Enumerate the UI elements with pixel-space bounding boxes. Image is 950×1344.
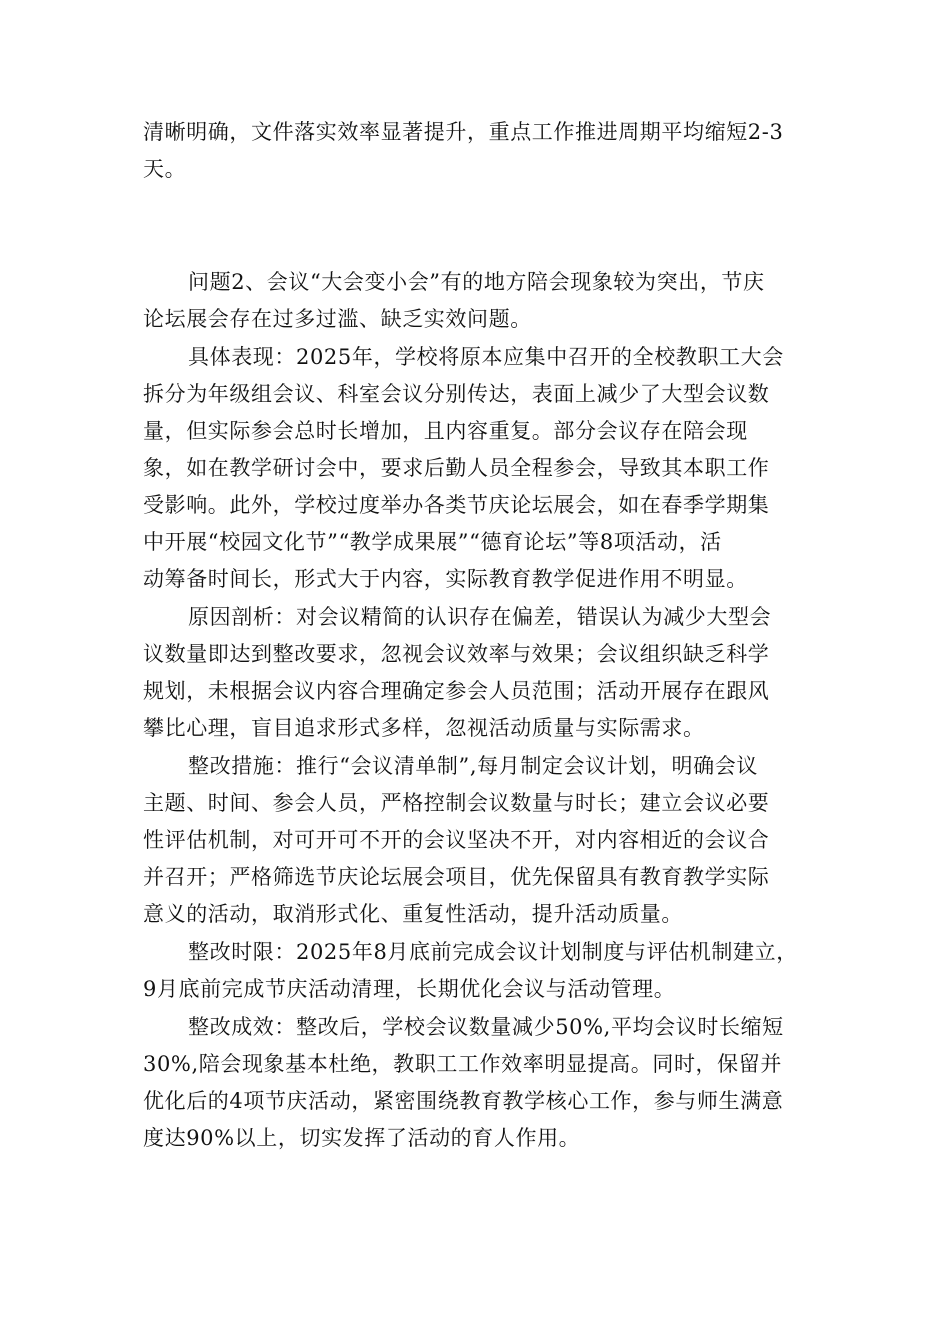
paragraph-line: 并召开；严格筛选节庆论坛展会项目，优先保留具有教育教学实际 xyxy=(143,865,770,889)
paragraph-line: 量，但实际参会总时长增加，且内容重复。部分会议存在陪会现 xyxy=(143,419,748,443)
paragraph-line: 具体表现：2025年，学校将原本应集中召开的全校教职工大会 xyxy=(188,345,784,369)
paragraph-line: 原因剖析：对会议精简的认识存在偏差，错误认为减少大型会 xyxy=(188,605,772,629)
paragraph-line: 中开展“校园文化节”“教学成果展”“德育论坛”等8项活动，活 xyxy=(143,530,722,554)
paragraph-line: 整改成效：整改后，学校会议数量减少50%,平均会议时长缩短 xyxy=(188,1015,784,1039)
paragraph-line: 受影响。此外，学校过度举办各类节庆论坛展会，如在春季学期集 xyxy=(143,493,770,517)
paragraph-line: 攀比心理，盲目追求形式多样，忽视活动质量与实际需求。 xyxy=(143,716,705,740)
paragraph-line: 规划，未根据会议内容合理确定参会人员范围；活动开展存在跟风 xyxy=(143,679,770,703)
paragraph-line: 清晰明确，文件落实效率显著提升，重点工作推进周期平均缩短2-3 xyxy=(143,120,784,144)
paragraph-line: 象，如在教学研讨会中，要求后勤人员全程参会，导致其本职工作 xyxy=(143,456,770,480)
paragraph-line: 度达90%以上，切实发挥了活动的育人作用。 xyxy=(143,1126,581,1150)
paragraph-line: 9月底前完成节庆活动清理，长期优化会议与活动管理。 xyxy=(143,977,676,1001)
paragraph-line: 议数量即达到整改要求，忽视会议效率与效果；会议组织缺乏科学 xyxy=(143,642,770,666)
paragraph-line: 意义的活动，取消形式化、重复性活动，提升活动质量。 xyxy=(143,902,683,926)
paragraph-line: 主题、时间、参会人员，严格控制会议数量与时长；建立会议必要 xyxy=(143,791,770,815)
issue-heading-line: 论坛展会存在过多过滥、缺乏实效问题。 xyxy=(143,307,532,331)
paragraph-line: 30%,陪会现象基本杜绝，教职工工作效率明显提高。同时，保留并 xyxy=(143,1052,782,1076)
paragraph-line: 动筹备时间长，形式大于内容，实际教育教学促进作用不明显。 xyxy=(143,567,748,591)
issue-heading-line: 问题2、会议“大会变小会”有的地方陪会现象较为突出，节庆 xyxy=(188,270,765,294)
paragraph-line: 整改措施：推行“会议清单制”,每月制定会议计划，明确会议 xyxy=(188,754,758,778)
paragraph-line: 天。 xyxy=(143,157,187,181)
paragraph-line: 性评估机制，对可开可不开的会议坚决不开，对内容相近的会议合 xyxy=(143,828,770,852)
paragraph-line: 拆分为年级组会议、科室会议分别传达，表面上减少了大型会议数 xyxy=(143,382,770,406)
paragraph-line: 整改时限：2025年8月底前完成会议计划制度与评估机制建立， xyxy=(188,940,798,964)
paragraph-line: 优化后的4项节庆活动，紧密围绕教育教学核心工作，参与师生满意 xyxy=(143,1089,784,1113)
